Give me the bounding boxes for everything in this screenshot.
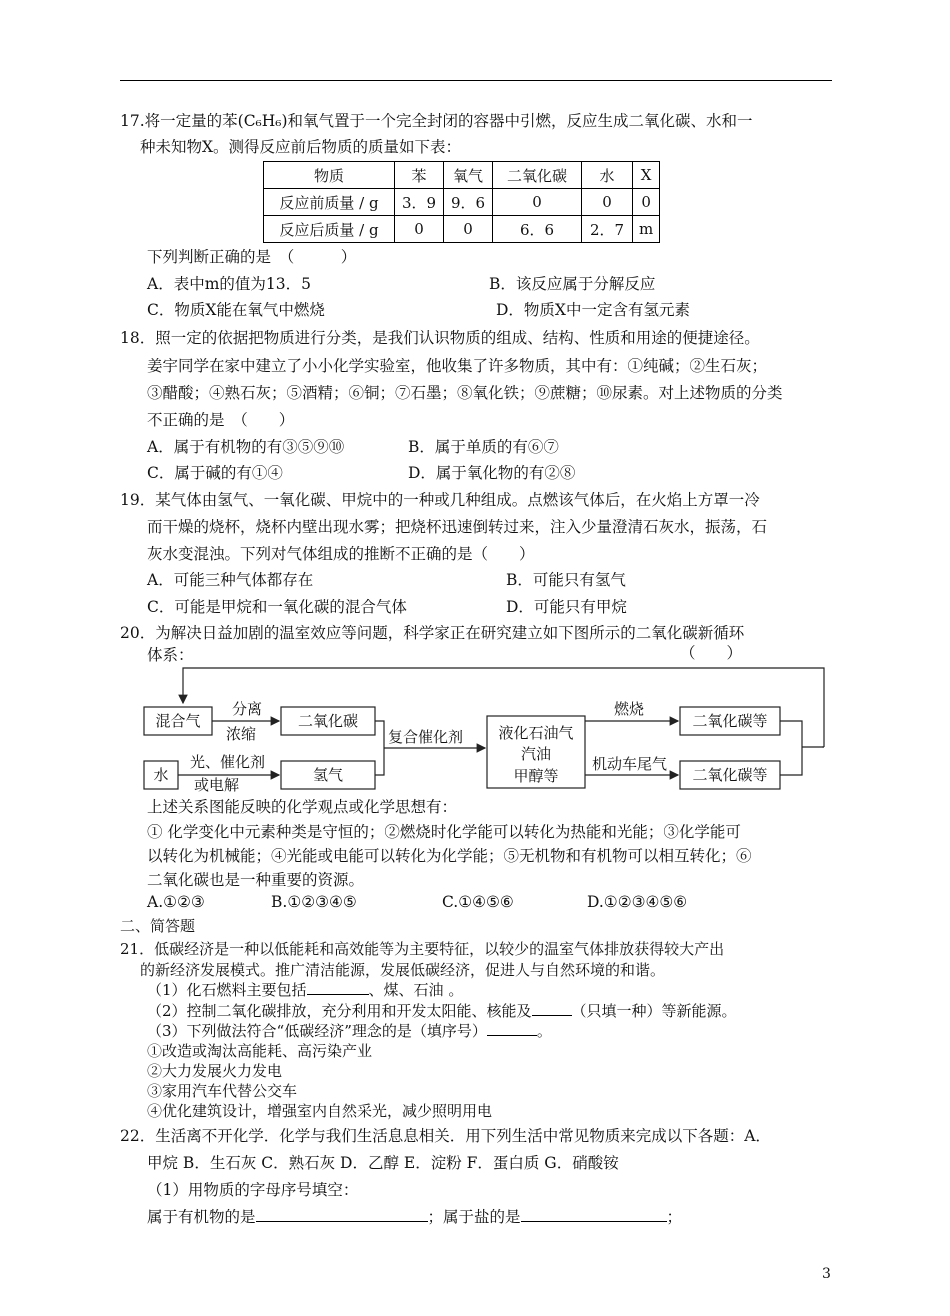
box-hydrogen-label: 氢气 (312, 766, 344, 784)
q19-option-b: B．可能只有氢气 (506, 571, 626, 589)
q19-stem-line1: 19．某气体由氢气、一氧化碳、甲烷中的一种或几种组成。点燃该气体后，在火焰上方罩一冷 (120, 491, 760, 509)
box-water-label: 水 (153, 766, 169, 784)
table-header-cell: X (633, 162, 660, 189)
q20-option-d: D.①②③④⑤⑥ (587, 893, 688, 911)
q17-option-d: D．物质X中一定含有氢元素 (496, 301, 690, 319)
q21-item2: ②大力发展火力发电 (147, 1062, 283, 1080)
box-products-line2: 汽油 (520, 745, 552, 763)
q20-answer-bracket: （ ） (680, 644, 743, 662)
q18-option-d: D．属于氧化物的有②⑧ (408, 464, 576, 482)
q19-option-c: C．可能是甲烷和一氧化碳的混合气体 (147, 598, 407, 616)
q19-stem-line2: 而干燥的烧杯，烧杯内壁出现水雾；把烧杯迅速倒转过来，注入少量澄清石灰水，振荡，石 (147, 518, 768, 536)
q22-organic-blank[interactable] (256, 1207, 428, 1222)
table-header-cell: 苯 (395, 162, 444, 189)
q22-stem-line2: 甲烷 B．生石灰 C．熟石灰 D．乙醇 E．淀粉 F．蛋白质 G．硝酸铵 (147, 1154, 619, 1172)
table-cell: 0 (582, 189, 633, 216)
q20-after-line1: 上述关系图能反映的化学观点或化学思想有： (147, 798, 458, 816)
q17-option-a: A．表中m的值为13．5 (147, 275, 311, 293)
q22-fill-end: ； (666, 1208, 683, 1226)
q20-after-line3: 以转化为机械能；④光能或电能可以转化为化学能；⑤无机物和有机物可以相互转化；⑥ (147, 847, 752, 865)
q22-organic-label: 属于有机物的是 (147, 1208, 256, 1226)
table-row (264, 189, 660, 216)
label-separate: 分离 (232, 700, 263, 718)
table-cell: 反应后质量 / g (264, 216, 395, 243)
q20-stem-line2: 体系： (147, 646, 194, 664)
q22-fill-line (147, 1206, 682, 1228)
table-cell: 9．6 (444, 189, 493, 216)
q21-sub2-blank[interactable] (532, 1001, 572, 1016)
label-exhaust: 机动车尾气 (592, 755, 668, 773)
box-products-line1: 液化石油气 (498, 724, 574, 742)
q21-sub1-prefix: （1）化石燃料主要包括 (147, 981, 307, 999)
table-row (264, 216, 660, 243)
table-header-cell: 二氧化碳 (493, 162, 582, 189)
table-cell: 反应前质量 / g (264, 189, 395, 216)
q21-sub2-prefix: （2）控制二氧化碳排放，充分利用和开发太阳能、核能及 (147, 1002, 532, 1020)
box-co2-out-1-label: 二氧化碳等 (692, 712, 768, 730)
q20-stem-line1: 20．为解决日益加剧的温室效应等问题，科学家正在研究建立如下图所示的二氧化碳新循环 (120, 624, 745, 642)
label-composite-catalyst: 复合催化剂 (388, 728, 464, 746)
q19-option-d: D．可能只有甲烷 (506, 598, 627, 616)
table-cell: 0 (493, 189, 582, 216)
box-mixed-gas-label: 混合气 (155, 712, 201, 730)
q18-stem-line1: 18．照一定的依据把物质进行分类，是我们认识物质的组成、结构、性质和用途的便捷途径。 (120, 329, 760, 347)
q22-salt-label: ；属于盐的是 (427, 1208, 521, 1226)
q21-item3: ③家用汽车代替公交车 (147, 1082, 298, 1100)
co2-cycle-diagram (136, 663, 836, 793)
table-cell: 0 (395, 216, 444, 243)
table-cell: 6．6 (493, 216, 582, 243)
q20-after-line4: 二氧化碳也是一种重要的资源。 (147, 871, 365, 889)
q21-item4: ④优化建筑设计，增强室内自然采光，减少照明用电 (147, 1102, 493, 1120)
q21-sub1-suffix: 、煤、石油 。 (368, 981, 464, 999)
q17-stem-line1: 17.将一定量的苯(C₆H₆)和氧气置于一个完全封闭的容器中引燃，反应生成二氧化碳、水和一 (120, 112, 753, 130)
table-header-cell: 氧气 (444, 162, 493, 189)
q21-sub3-prefix: （3）下列做法符合“低碳经济”理念的是（填序号） (147, 1022, 487, 1040)
q22-salt-blank[interactable] (521, 1207, 667, 1222)
q18-option-a: A．属于有机物的有③⑤⑨⑩ (147, 438, 345, 456)
q19-stem-line3: 灰水变混浊。下列对气体组成的推断不正确的是（ ） (147, 545, 535, 563)
q21-sub2 (147, 1001, 737, 1021)
q22-stem-line1: 22．生活离不开化学．化学与我们生活息息相关．用下列生活中常见物质来完成以下各题：A． (120, 1127, 771, 1145)
table-cell: 0 (633, 189, 660, 216)
box-products-line3: 甲醇等 (513, 767, 559, 785)
q19-option-a: A．可能三种气体都存在 (147, 571, 314, 589)
table-cell: 3．9 (395, 189, 444, 216)
box-co2-out-2-label: 二氧化碳等 (692, 766, 768, 784)
table-cell: 0 (444, 216, 493, 243)
q20-option-c: C.①④⑤⑥ (442, 893, 514, 911)
q21-sub2-suffix: （只填一种）等新能源。 (571, 1002, 737, 1020)
q18-option-c: C．属于碱的有①④ (147, 464, 283, 482)
q17-option-b: B．该反应属于分解反应 (489, 275, 656, 293)
label-concentrate: 浓缩 (226, 725, 257, 743)
q20-option-a: A.①②③ (147, 893, 205, 911)
box-co2-in-label: 二氧化碳 (297, 712, 359, 730)
merge-bracket (375, 721, 384, 775)
table-header-row (264, 162, 660, 189)
label-electrolysis: 或电解 (194, 776, 240, 793)
q17-prompt: 下列判断正确的是 （ ） (147, 248, 357, 266)
q17-mass-table (263, 161, 660, 243)
q20-after-line2: ① 化学变化中元素种类是守恒的；②燃烧时化学能可以转化为热能和光能；③化学能可 (147, 823, 741, 841)
q18-stem-line2: 姜宇同学在家中建立了小小化学实验室，他收集了许多物质，其中有：①纯碱；②生石灰； (147, 357, 768, 375)
page-number: 3 (822, 1266, 831, 1282)
q17-stem-line2: 种未知物X。测得反应前后物质的质量如下表： (140, 138, 462, 156)
section-title: 二、简答题 (120, 917, 196, 935)
table-cell: 2．7 (582, 216, 633, 243)
q18-stem-line4: 不正确的是 （ ） (147, 411, 295, 429)
q21-item1: ①改造或淘汰高能耗、高污染产业 (147, 1042, 373, 1060)
label-burn: 燃烧 (614, 700, 645, 718)
q17-option-c: C．物质X能在氧气中燃烧 (147, 301, 325, 319)
q18-option-b: B．属于单质的有⑥⑦ (408, 438, 559, 456)
q21-stem-line2: 的新经济发展模式。推广清洁能源，发展低碳经济，促进人与自然环境的和谐。 (140, 961, 666, 979)
table-header-cell: 物质 (264, 162, 395, 189)
header-rule (120, 80, 832, 81)
q21-sub1-blank[interactable] (307, 980, 369, 995)
q21-sub3-blank[interactable] (487, 1021, 537, 1036)
q21-sub1 (147, 980, 463, 1000)
q20-option-b: B.①②③④⑤ (271, 893, 357, 911)
q18-stem-line3: ③醋酸；④熟石灰；⑤酒精；⑥铜；⑦石墨；⑧氧化铁；⑨蔗糖；⑩尿素。对上述物质的分类 (147, 384, 783, 402)
q21-sub3 (147, 1021, 552, 1041)
q21-sub3-suffix: 。 (536, 1022, 552, 1040)
table-cell: m (633, 216, 660, 243)
table-header-cell: 水 (582, 162, 633, 189)
label-light-catalyst: 光、催化剂 (190, 753, 266, 771)
q22-sub1: （1）用物质的字母序号填空： (147, 1181, 359, 1199)
q21-stem-line1: 21．低碳经济是一种以低能耗和高效能等为主要特征，以较少的温室气体排放获得较大产出 (120, 940, 725, 958)
